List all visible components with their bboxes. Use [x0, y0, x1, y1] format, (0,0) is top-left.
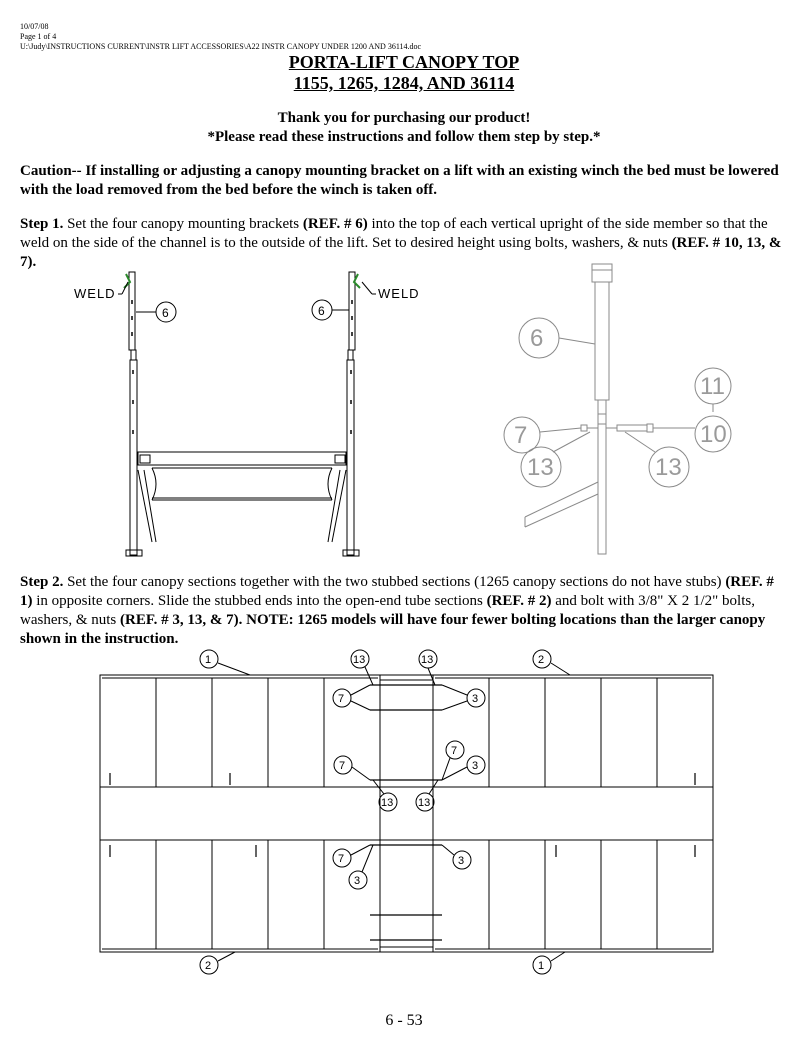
canopy-plan-figure	[90, 645, 730, 975]
step2-ref-b: (REF. # 2)	[486, 593, 552, 609]
step1-text-b: into the top of each vertical upright of the side member so that the weld on the side of the channel is to the outside of the lift. Set to desired height using bolts, washers, & nuts	[20, 216, 768, 251]
page-number: 6 - 53	[385, 1012, 423, 1029]
bracket-detail-figure	[495, 262, 740, 562]
step2-ref-c: (REF. # 3, 13, & 7).	[120, 612, 243, 628]
step2-note: NOTE: 1265 models will have four fewer bolting locations than the larger canopy shown in the instruction.	[20, 612, 766, 647]
ref-7-d: 7	[338, 853, 345, 865]
lift-frame-figure	[60, 260, 440, 565]
ref-3-d: 3	[458, 855, 465, 867]
ref-6-right: 6	[318, 304, 325, 318]
ref-13-top-left: 13	[353, 654, 366, 666]
ref-10: 10	[700, 421, 727, 448]
doc-date: 10/07/08	[20, 22, 49, 31]
ref-13-mid-left: 13	[381, 797, 394, 809]
step1-label: Step 1.	[20, 216, 64, 232]
ref-13-top-right: 13	[421, 654, 434, 666]
ref-7-c: 7	[339, 760, 346, 772]
read-line: *Please read these instructions and follow them step by step.*	[207, 129, 601, 145]
ref-13-mid-right: 13	[418, 797, 431, 809]
ref-3-b: 3	[472, 760, 479, 772]
ref-2-bottom: 2	[205, 960, 212, 972]
ref-1-bottom: 1	[538, 960, 545, 972]
ref-6: 6	[530, 325, 544, 352]
ref-7-a: 7	[338, 693, 345, 705]
page-subtitle: 1155, 1265, 1284, AND 36114	[293, 73, 515, 93]
ref-11: 11	[700, 373, 725, 400]
doc-page: Page 1 of 4	[20, 32, 57, 41]
ref-7-b: 7	[451, 745, 458, 757]
step2-text-c: and bolt with 3/8" X 2 1/2" bolts, washers, & nuts	[20, 593, 755, 628]
ref-13-right: 13	[655, 454, 682, 481]
ref-1-top: 1	[205, 654, 212, 666]
step1-ref-a: (REF. # 6)	[302, 216, 368, 232]
ref-6-left: 6	[162, 306, 169, 320]
ref-3-c: 3	[354, 875, 361, 887]
ref-2-top: 2	[538, 654, 545, 666]
thanks-line: Thank you for purchasing our product!	[277, 110, 531, 126]
weld-label-left: WELD	[74, 286, 116, 301]
caution-paragraph: Caution-- If installing or adjusting a canopy mounting bracket on a lift with an existing winch the bed must be lowered with the load removed from the bed before the winch is taken off.	[20, 163, 779, 198]
ref-13-left: 13	[527, 454, 554, 481]
ref-3-a: 3	[472, 693, 479, 705]
step2-text-a: Set the four canopy sections together with the two stubbed sections (1265 canopy sections do not have stubs)	[63, 574, 726, 590]
page-title: PORTA-LIFT CANOPY TOP	[288, 52, 520, 72]
step2-paragraph	[20, 573, 790, 649]
step1-text-a: Set the four canopy mounting brackets	[63, 216, 303, 232]
doc-path: U:\Judy\INSTRUCTIONS CURRENT\INSTR LIFT ACCESSORIES\A22 INSTR CANOPY UNDER 1200 AND 36114.doc	[20, 42, 422, 51]
weld-label-right: WELD	[378, 286, 420, 301]
step1-ref-b: (REF. # 10, 13, & 7).	[20, 235, 782, 270]
step2-text-b: in opposite corners. Slide the stubbed ends into the open-end tube sections	[32, 593, 487, 609]
step2-ref-a: (REF. # 1)	[20, 574, 774, 609]
ref-7: 7	[514, 422, 528, 449]
step2-label: Step 2.	[20, 574, 64, 590]
